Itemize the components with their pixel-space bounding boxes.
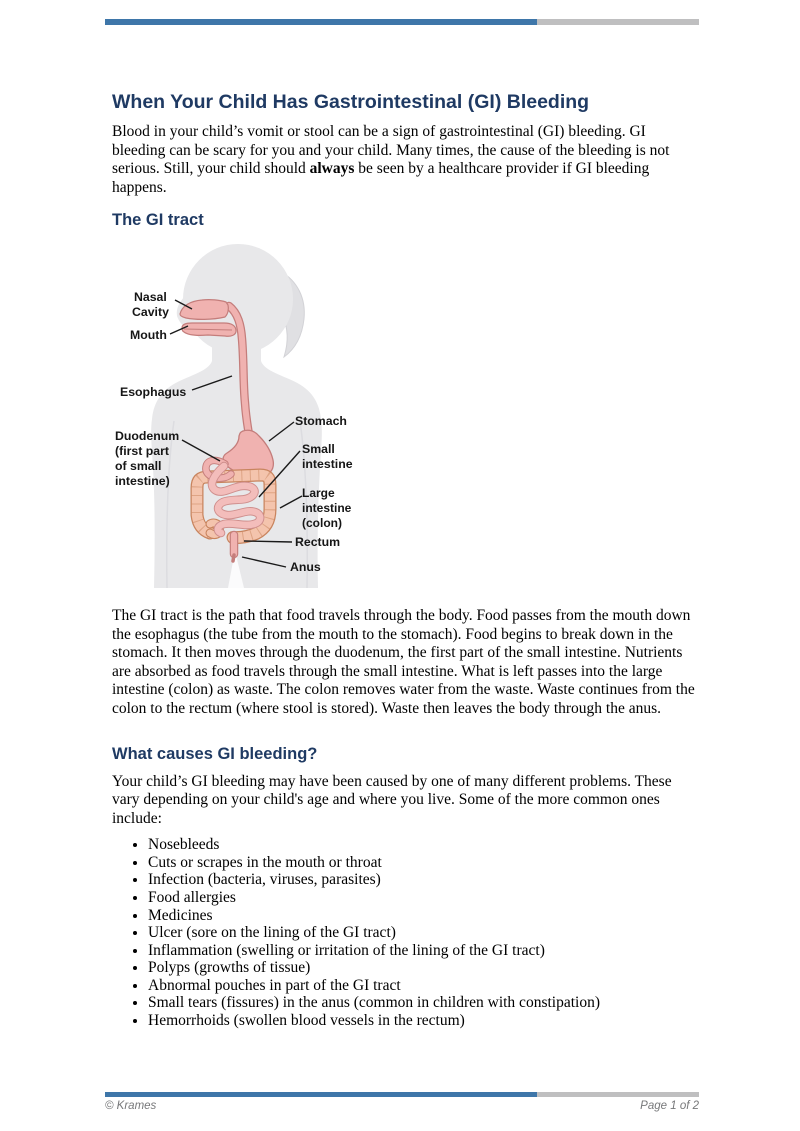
label-duodenum: Duodenum (first part of small intestine) <box>115 429 180 489</box>
footer <box>105 1100 699 1112</box>
footer-copyright: © Krames <box>105 1100 157 1112</box>
label-rectum: Rectum <box>295 535 341 550</box>
header-rule-blue <box>105 19 537 25</box>
footer-rule <box>105 1092 699 1097</box>
list-item: • Food allergies <box>148 889 700 907</box>
list-item: • Medicines <box>148 907 700 925</box>
list-item: • Infection (bacteria, viruses, parasites) <box>148 871 700 889</box>
header-rule <box>105 19 699 25</box>
causes-list <box>112 836 700 1030</box>
gi-tract-paragraph: The GI tract is the path that food travels through the body. Food passes from the mouth down the esophagus (the tube from the mouth to the stomach). Food begins to break down in the stomach. It then moves through the duodenum, the first part of the small intestine. Nutrients are absorbed as food travels through the small intestine. What is left passes into the large intestine (colon) as waste. The colon removes water from the waste. Waste continues from the colon to the rectum (where stool is stored). Waste then leaves the body through the anus. <box>112 607 695 717</box>
intro-bold-word: always <box>309 160 355 178</box>
footer-rule-gray <box>537 1092 699 1097</box>
list-item: • Hemorrhoids (swollen blood vessels in the rectum) <box>148 1012 700 1030</box>
list-item: • Nosebleeds <box>148 836 700 854</box>
list-item: • Polyps (growths of tissue) <box>148 959 700 977</box>
page-title: When Your Child Has Gastrointestinal (GI) Bleeding <box>112 91 590 113</box>
intro-paragraph: Blood in your child’s vomit or stool can be a sign of gastrointestinal (GI) bleeding. GI bleeding can be scary for you and your child. Many times, the cause of the bleeding is not serious. Still, your child should always be seen by a healthcare provider if GI bleeding happens. <box>112 123 670 196</box>
list-item: • Abnormal pouches in part of the GI tract <box>148 977 700 995</box>
list-item: • Ulcer (sore on the lining of the GI tract) <box>148 924 700 942</box>
causes-intro-paragraph: Your child’s GI bleeding may have been caused by one of many different problems. These vary depending on your child's age and where you live. Some of the more common ones include: <box>112 772 672 827</box>
label-mouth: Mouth <box>130 328 167 343</box>
header-rule-gray <box>537 19 699 25</box>
list-item: • Inflammation (swelling or irritation of the lining of the GI tract) <box>148 942 700 960</box>
label-small-intestine: Small intestine <box>302 442 353 472</box>
document-content <box>0 91 800 1030</box>
label-stomach: Stomach <box>295 414 347 429</box>
footer-page-number: Page 1 of 2 <box>640 1100 699 1112</box>
anus-tip <box>233 555 234 561</box>
list-item: • Cuts or scrapes in the mouth or throat <box>148 854 700 872</box>
label-nasal-cavity: Nasal Cavity <box>132 290 169 320</box>
list-item: • Small tears (fissures) in the anus (common in children with constipation) <box>148 994 700 1012</box>
label-anus: Anus <box>290 560 321 575</box>
label-esophagus: Esophagus <box>120 385 187 400</box>
footer-rule-blue <box>105 1092 537 1097</box>
gi-tract-diagram <box>112 243 362 588</box>
label-large-intestine: Large intestine (colon) <box>302 486 352 531</box>
section-heading-gi-tract: The GI tract <box>112 211 204 230</box>
section-heading-causes: What causes GI bleeding? <box>112 745 318 764</box>
